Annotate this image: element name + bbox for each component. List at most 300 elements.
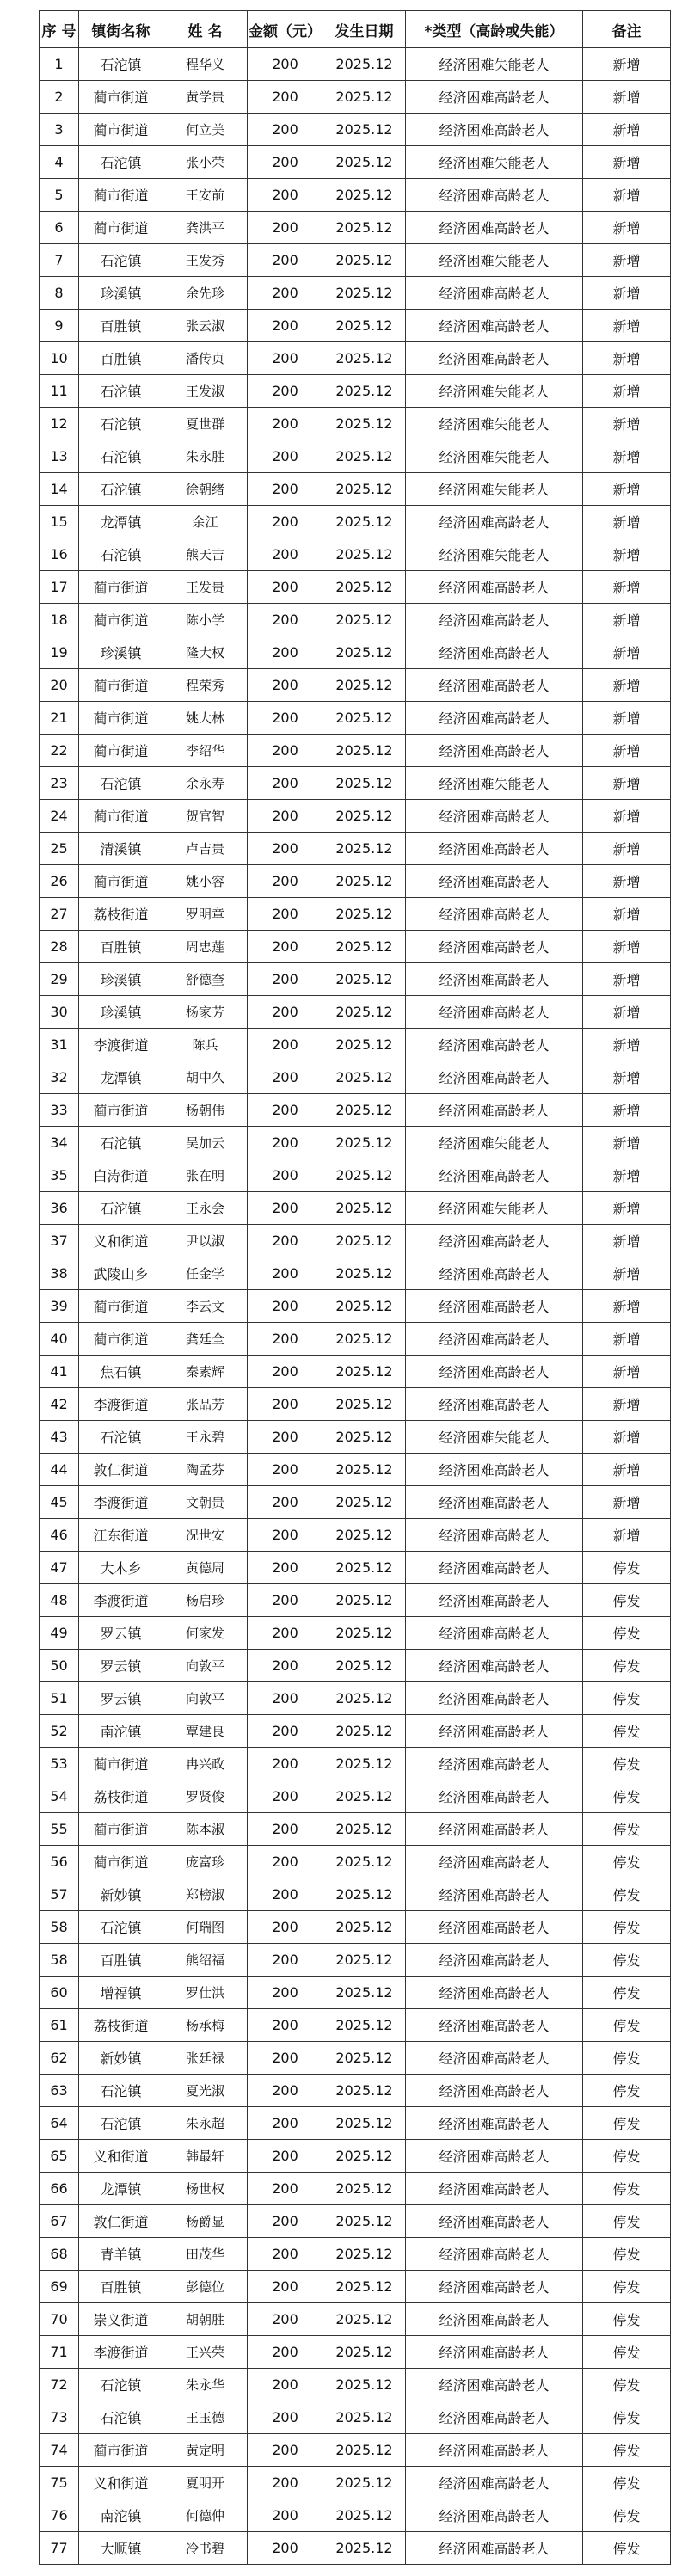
cell-amount: 200 xyxy=(248,2401,323,2434)
cell-serial: 6 xyxy=(40,212,79,244)
cell-name: 胡朝胜 xyxy=(163,2303,248,2336)
cell-amount: 200 xyxy=(248,2434,323,2467)
cell-date: 2025.12 xyxy=(323,669,406,702)
cell-remark: 新增 xyxy=(583,48,671,81)
table-row xyxy=(40,81,671,114)
cell-type: 经济困难高龄老人 xyxy=(406,310,583,342)
cell-serial: 68 xyxy=(40,2238,79,2271)
table-row xyxy=(40,2238,671,2271)
cell-amount: 200 xyxy=(248,538,323,571)
table-row xyxy=(40,1977,671,2009)
cell-remark: 新增 xyxy=(583,1257,671,1290)
cell-date: 2025.12 xyxy=(323,440,406,473)
cell-name: 余江 xyxy=(163,506,248,538)
cell-town: 南沱镇 xyxy=(79,2499,163,2532)
cell-date: 2025.12 xyxy=(323,833,406,865)
cell-name: 尹以淑 xyxy=(163,1225,248,1257)
cell-name: 余先珍 xyxy=(163,277,248,310)
cell-type: 经济困难高龄老人 xyxy=(406,2369,583,2401)
cell-serial: 27 xyxy=(40,898,79,931)
cell-town: 敦仁街道 xyxy=(79,1454,163,1486)
cell-date: 2025.12 xyxy=(323,898,406,931)
cell-type: 经济困难失能老人 xyxy=(406,440,583,473)
cell-remark: 停发 xyxy=(583,2532,671,2565)
cell-type: 经济困难高龄老人 xyxy=(406,1290,583,1323)
cell-serial: 7 xyxy=(40,244,79,277)
cell-date: 2025.12 xyxy=(323,767,406,800)
table-row xyxy=(40,1290,671,1323)
cell-amount: 200 xyxy=(248,1388,323,1421)
table-row xyxy=(40,1519,671,1552)
cell-remark: 新增 xyxy=(583,277,671,310)
cell-town: 蔺市街道 xyxy=(79,2434,163,2467)
table-row xyxy=(40,833,671,865)
cell-date: 2025.12 xyxy=(323,310,406,342)
cell-serial: 58 xyxy=(40,1944,79,1977)
cell-type: 经济困难高龄老人 xyxy=(406,2107,583,2140)
cell-name: 陈本淑 xyxy=(163,1813,248,1846)
cell-type: 经济困难高龄老人 xyxy=(406,2009,583,2042)
cell-type: 经济困难失能老人 xyxy=(406,408,583,440)
cell-name: 黄定明 xyxy=(163,2434,248,2467)
cell-type: 经济困难高龄老人 xyxy=(406,1682,583,1715)
cell-amount: 200 xyxy=(248,1650,323,1682)
cell-type: 经济困难高龄老人 xyxy=(406,898,583,931)
cell-type: 经济困难高龄老人 xyxy=(406,571,583,604)
cell-remark: 新增 xyxy=(583,1421,671,1454)
cell-remark: 停发 xyxy=(583,1846,671,1878)
cell-town: 百胜镇 xyxy=(79,310,163,342)
table-row xyxy=(40,1421,671,1454)
cell-type: 经济困难高龄老人 xyxy=(406,1552,583,1584)
cell-name: 朱永华 xyxy=(163,2369,248,2401)
cell-name: 田茂华 xyxy=(163,2238,248,2271)
cell-type: 经济困难高龄老人 xyxy=(406,179,583,212)
table-row xyxy=(40,1748,671,1780)
cell-town: 蔺市街道 xyxy=(79,81,163,114)
cell-name: 罗仕洪 xyxy=(163,1977,248,2009)
cell-serial: 52 xyxy=(40,1715,79,1748)
cell-remark: 新增 xyxy=(583,865,671,898)
cell-remark: 新增 xyxy=(583,1486,671,1519)
cell-type: 经济困难高龄老人 xyxy=(406,2140,583,2173)
cell-date: 2025.12 xyxy=(323,1617,406,1650)
cell-date: 2025.12 xyxy=(323,1944,406,1977)
cell-type: 经济困难失能老人 xyxy=(406,538,583,571)
cell-amount: 200 xyxy=(248,1225,323,1257)
cell-name: 何立美 xyxy=(163,114,248,146)
table-row xyxy=(40,800,671,833)
cell-date: 2025.12 xyxy=(323,1519,406,1552)
cell-date: 2025.12 xyxy=(323,1356,406,1388)
cell-type: 经济困难高龄老人 xyxy=(406,1813,583,1846)
cell-town: 石沱镇 xyxy=(79,538,163,571)
cell-name: 夏明开 xyxy=(163,2467,248,2499)
cell-remark: 新增 xyxy=(583,81,671,114)
cell-remark: 新增 xyxy=(583,212,671,244)
cell-type: 经济困难高龄老人 xyxy=(406,2336,583,2369)
cell-remark: 停发 xyxy=(583,1650,671,1682)
cell-serial: 34 xyxy=(40,1127,79,1159)
cell-amount: 200 xyxy=(248,2107,323,2140)
cell-date: 2025.12 xyxy=(323,1421,406,1454)
cell-name: 李云文 xyxy=(163,1290,248,1323)
cell-name: 龚洪平 xyxy=(163,212,248,244)
cell-type: 经济困难高龄老人 xyxy=(406,1519,583,1552)
cell-town: 武陵山乡 xyxy=(79,1257,163,1290)
cell-serial: 69 xyxy=(40,2271,79,2303)
cell-date: 2025.12 xyxy=(323,2173,406,2205)
cell-remark: 新增 xyxy=(583,1192,671,1225)
cell-remark: 停发 xyxy=(583,2140,671,2173)
cell-remark: 停发 xyxy=(583,1944,671,1977)
cell-date: 2025.12 xyxy=(323,2271,406,2303)
table-row xyxy=(40,1846,671,1878)
cell-type: 经济困难高龄老人 xyxy=(406,1323,583,1356)
cell-amount: 200 xyxy=(248,571,323,604)
cell-remark: 新增 xyxy=(583,898,671,931)
cell-date: 2025.12 xyxy=(323,244,406,277)
cell-town: 义和街道 xyxy=(79,2140,163,2173)
cell-amount: 200 xyxy=(248,996,323,1029)
cell-amount: 200 xyxy=(248,735,323,767)
cell-type: 经济困难高龄老人 xyxy=(406,735,583,767)
cell-remark: 新增 xyxy=(583,179,671,212)
cell-date: 2025.12 xyxy=(323,212,406,244)
cell-name: 陈小学 xyxy=(163,604,248,636)
cell-serial: 60 xyxy=(40,1977,79,2009)
cell-date: 2025.12 xyxy=(323,636,406,669)
cell-serial: 55 xyxy=(40,1813,79,1846)
cell-remark: 新增 xyxy=(583,310,671,342)
cell-serial: 31 xyxy=(40,1029,79,1061)
cell-town: 龙潭镇 xyxy=(79,1061,163,1094)
cell-date: 2025.12 xyxy=(323,702,406,735)
cell-type: 经济困难高龄老人 xyxy=(406,2532,583,2565)
cell-amount: 200 xyxy=(248,1813,323,1846)
cell-town: 焦石镇 xyxy=(79,1356,163,1388)
cell-amount: 200 xyxy=(248,1061,323,1094)
cell-town: 石沱镇 xyxy=(79,440,163,473)
cell-date: 2025.12 xyxy=(323,2336,406,2369)
cell-town: 荔枝街道 xyxy=(79,898,163,931)
cell-remark: 停发 xyxy=(583,2271,671,2303)
cell-type: 经济困难高龄老人 xyxy=(406,2238,583,2271)
table-row xyxy=(40,767,671,800)
cell-town: 罗云镇 xyxy=(79,1650,163,1682)
cell-remark: 停发 xyxy=(583,1748,671,1780)
cell-town: 荔枝街道 xyxy=(79,2009,163,2042)
cell-date: 2025.12 xyxy=(323,1486,406,1519)
cell-type: 经济困难高龄老人 xyxy=(406,1454,583,1486)
cell-date: 2025.12 xyxy=(323,1650,406,1682)
table-row xyxy=(40,179,671,212)
cell-amount: 200 xyxy=(248,1486,323,1519)
cell-date: 2025.12 xyxy=(323,1813,406,1846)
cell-type: 经济困难失能老人 xyxy=(406,1127,583,1159)
table-row xyxy=(40,1061,671,1094)
cell-name: 郑榜淑 xyxy=(163,1878,248,1911)
cell-remark: 停发 xyxy=(583,1715,671,1748)
cell-date: 2025.12 xyxy=(323,538,406,571)
cell-amount: 200 xyxy=(248,1911,323,1944)
cell-type: 经济困难高龄老人 xyxy=(406,2499,583,2532)
cell-amount: 200 xyxy=(248,2467,323,2499)
document-page xyxy=(39,10,670,2565)
cell-date: 2025.12 xyxy=(323,604,406,636)
cell-type: 经济困难失能老人 xyxy=(406,473,583,506)
cell-remark: 新增 xyxy=(583,571,671,604)
cell-town: 石沱镇 xyxy=(79,375,163,408)
cell-remark: 新增 xyxy=(583,538,671,571)
cell-remark: 新增 xyxy=(583,963,671,996)
cell-town: 石沱镇 xyxy=(79,2107,163,2140)
cell-name: 隆大权 xyxy=(163,636,248,669)
cell-remark: 新增 xyxy=(583,375,671,408)
cell-type: 经济困难高龄老人 xyxy=(406,2434,583,2467)
cell-date: 2025.12 xyxy=(323,1911,406,1944)
cell-amount: 200 xyxy=(248,81,323,114)
cell-name: 王发秀 xyxy=(163,244,248,277)
cell-town: 石沱镇 xyxy=(79,146,163,179)
cell-town: 蔺市街道 xyxy=(79,1813,163,1846)
cell-name: 秦素辉 xyxy=(163,1356,248,1388)
table-row xyxy=(40,2075,671,2107)
cell-amount: 200 xyxy=(248,1552,323,1584)
table-row xyxy=(40,898,671,931)
table-row xyxy=(40,2434,671,2467)
cell-type: 经济困难高龄老人 xyxy=(406,931,583,963)
cell-amount: 200 xyxy=(248,1944,323,1977)
header-amount: 金额（元） xyxy=(248,11,323,48)
cell-date: 2025.12 xyxy=(323,2499,406,2532)
table-row xyxy=(40,48,671,81)
cell-type: 经济困难失能老人 xyxy=(406,1421,583,1454)
cell-serial: 48 xyxy=(40,1584,79,1617)
cell-amount: 200 xyxy=(248,2336,323,2369)
cell-type: 经济困难高龄老人 xyxy=(406,1846,583,1878)
table-row xyxy=(40,2140,671,2173)
cell-date: 2025.12 xyxy=(323,931,406,963)
cell-town: 荔枝街道 xyxy=(79,1780,163,1813)
cell-town: 石沱镇 xyxy=(79,473,163,506)
cell-amount: 200 xyxy=(248,342,323,375)
cell-town: 蔺市街道 xyxy=(79,571,163,604)
cell-type: 经济困难高龄老人 xyxy=(406,1977,583,2009)
cell-town: 清溪镇 xyxy=(79,833,163,865)
table-row xyxy=(40,996,671,1029)
cell-serial: 47 xyxy=(40,1552,79,1584)
cell-serial: 56 xyxy=(40,1846,79,1878)
cell-amount: 200 xyxy=(248,1519,323,1552)
cell-amount: 200 xyxy=(248,1878,323,1911)
table-row xyxy=(40,408,671,440)
cell-town: 龙潭镇 xyxy=(79,506,163,538)
cell-remark: 停发 xyxy=(583,2467,671,2499)
cell-date: 2025.12 xyxy=(323,1780,406,1813)
cell-date: 2025.12 xyxy=(323,1159,406,1192)
cell-type: 经济困难高龄老人 xyxy=(406,669,583,702)
cell-type: 经济困难高龄老人 xyxy=(406,996,583,1029)
table-row xyxy=(40,2205,671,2238)
cell-name: 张小荣 xyxy=(163,146,248,179)
cell-remark: 停发 xyxy=(583,2238,671,2271)
cell-date: 2025.12 xyxy=(323,1846,406,1878)
cell-name: 何家发 xyxy=(163,1617,248,1650)
cell-amount: 200 xyxy=(248,833,323,865)
cell-town: 新妙镇 xyxy=(79,1878,163,1911)
cell-serial: 23 xyxy=(40,767,79,800)
cell-amount: 200 xyxy=(248,865,323,898)
cell-town: 义和街道 xyxy=(79,1225,163,1257)
cell-amount: 200 xyxy=(248,1846,323,1878)
cell-name: 杨世权 xyxy=(163,2173,248,2205)
cell-amount: 200 xyxy=(248,1584,323,1617)
cell-remark: 新增 xyxy=(583,1029,671,1061)
cell-date: 2025.12 xyxy=(323,375,406,408)
cell-amount: 200 xyxy=(248,1780,323,1813)
cell-date: 2025.12 xyxy=(323,2042,406,2075)
cell-date: 2025.12 xyxy=(323,2532,406,2565)
cell-name: 杨启珍 xyxy=(163,1584,248,1617)
cell-type: 经济困难高龄老人 xyxy=(406,865,583,898)
cell-remark: 停发 xyxy=(583,2499,671,2532)
cell-serial: 15 xyxy=(40,506,79,538)
cell-town: 江东街道 xyxy=(79,1519,163,1552)
cell-amount: 200 xyxy=(248,212,323,244)
cell-name: 王发淑 xyxy=(163,375,248,408)
cell-remark: 新增 xyxy=(583,800,671,833)
cell-date: 2025.12 xyxy=(323,2009,406,2042)
cell-type: 经济困难高龄老人 xyxy=(406,636,583,669)
table-row xyxy=(40,1225,671,1257)
cell-name: 徐朝绪 xyxy=(163,473,248,506)
cell-town: 蔺市街道 xyxy=(79,179,163,212)
cell-date: 2025.12 xyxy=(323,2140,406,2173)
table-body xyxy=(40,48,671,2565)
cell-town: 石沱镇 xyxy=(79,2401,163,2434)
cell-name: 龚廷全 xyxy=(163,1323,248,1356)
cell-date: 2025.12 xyxy=(323,408,406,440)
cell-serial: 67 xyxy=(40,2205,79,2238)
cell-town: 珍溪镇 xyxy=(79,277,163,310)
cell-name: 夏世群 xyxy=(163,408,248,440)
table-row xyxy=(40,1617,671,1650)
cell-serial: 73 xyxy=(40,2401,79,2434)
cell-type: 经济困难失能老人 xyxy=(406,244,583,277)
header-serial: 序 号 xyxy=(40,11,79,48)
cell-amount: 200 xyxy=(248,1421,323,1454)
cell-serial: 53 xyxy=(40,1748,79,1780)
cell-amount: 200 xyxy=(248,2042,323,2075)
cell-date: 2025.12 xyxy=(323,800,406,833)
cell-name: 韩最轩 xyxy=(163,2140,248,2173)
table-row xyxy=(40,1780,671,1813)
cell-name: 周忠莲 xyxy=(163,931,248,963)
cell-remark: 新增 xyxy=(583,702,671,735)
cell-remark: 停发 xyxy=(583,2401,671,2434)
table-row xyxy=(40,1356,671,1388)
cell-remark: 新增 xyxy=(583,1356,671,1388)
cell-serial: 28 xyxy=(40,931,79,963)
cell-name: 程荣秀 xyxy=(163,669,248,702)
header-name: 姓 名 xyxy=(163,11,248,48)
cell-remark: 新增 xyxy=(583,146,671,179)
cell-town: 蔺市街道 xyxy=(79,1846,163,1878)
cell-date: 2025.12 xyxy=(323,2205,406,2238)
subsidy-table xyxy=(39,10,671,2565)
cell-serial: 46 xyxy=(40,1519,79,1552)
cell-town: 珍溪镇 xyxy=(79,996,163,1029)
cell-date: 2025.12 xyxy=(323,996,406,1029)
cell-date: 2025.12 xyxy=(323,735,406,767)
cell-name: 贺官智 xyxy=(163,800,248,833)
cell-type: 经济困难高龄老人 xyxy=(406,1257,583,1290)
cell-serial: 37 xyxy=(40,1225,79,1257)
cell-town: 罗云镇 xyxy=(79,1682,163,1715)
cell-remark: 新增 xyxy=(583,669,671,702)
cell-date: 2025.12 xyxy=(323,146,406,179)
cell-town: 石沱镇 xyxy=(79,1127,163,1159)
table-row xyxy=(40,931,671,963)
cell-remark: 新增 xyxy=(583,1127,671,1159)
cell-type: 经济困难高龄老人 xyxy=(406,1061,583,1094)
cell-type: 经济困难高龄老人 xyxy=(406,2075,583,2107)
cell-amount: 200 xyxy=(248,636,323,669)
cell-name: 黄学贵 xyxy=(163,81,248,114)
cell-amount: 200 xyxy=(248,1094,323,1127)
cell-serial: 39 xyxy=(40,1290,79,1323)
cell-date: 2025.12 xyxy=(323,1192,406,1225)
cell-amount: 200 xyxy=(248,604,323,636)
cell-serial: 12 xyxy=(40,408,79,440)
cell-town: 蔺市街道 xyxy=(79,1323,163,1356)
cell-remark: 新增 xyxy=(583,1225,671,1257)
table-row xyxy=(40,1029,671,1061)
cell-serial: 45 xyxy=(40,1486,79,1519)
cell-name: 王兴荣 xyxy=(163,2336,248,2369)
cell-town: 石沱镇 xyxy=(79,2369,163,2401)
cell-amount: 200 xyxy=(248,1356,323,1388)
cell-remark: 新增 xyxy=(583,244,671,277)
cell-type: 经济困难高龄老人 xyxy=(406,277,583,310)
cell-serial: 18 xyxy=(40,604,79,636)
cell-remark: 停发 xyxy=(583,1813,671,1846)
cell-amount: 200 xyxy=(248,1159,323,1192)
cell-serial: 35 xyxy=(40,1159,79,1192)
cell-type: 经济困难高龄老人 xyxy=(406,1159,583,1192)
cell-remark: 停发 xyxy=(583,1911,671,1944)
table-row xyxy=(40,1454,671,1486)
cell-town: 蔺市街道 xyxy=(79,702,163,735)
cell-type: 经济困难高龄老人 xyxy=(406,506,583,538)
cell-name: 朱永超 xyxy=(163,2107,248,2140)
cell-type: 经济困难高龄老人 xyxy=(406,1780,583,1813)
cell-remark: 停发 xyxy=(583,2009,671,2042)
cell-serial: 4 xyxy=(40,146,79,179)
cell-name: 况世安 xyxy=(163,1519,248,1552)
cell-type: 经济困难高龄老人 xyxy=(406,2173,583,2205)
cell-town: 百胜镇 xyxy=(79,342,163,375)
cell-serial: 75 xyxy=(40,2467,79,2499)
cell-town: 百胜镇 xyxy=(79,2271,163,2303)
cell-serial: 70 xyxy=(40,2303,79,2336)
cell-serial: 32 xyxy=(40,1061,79,1094)
table-row xyxy=(40,2303,671,2336)
table-row xyxy=(40,244,671,277)
cell-type: 经济困难高龄老人 xyxy=(406,212,583,244)
cell-serial: 41 xyxy=(40,1356,79,1388)
